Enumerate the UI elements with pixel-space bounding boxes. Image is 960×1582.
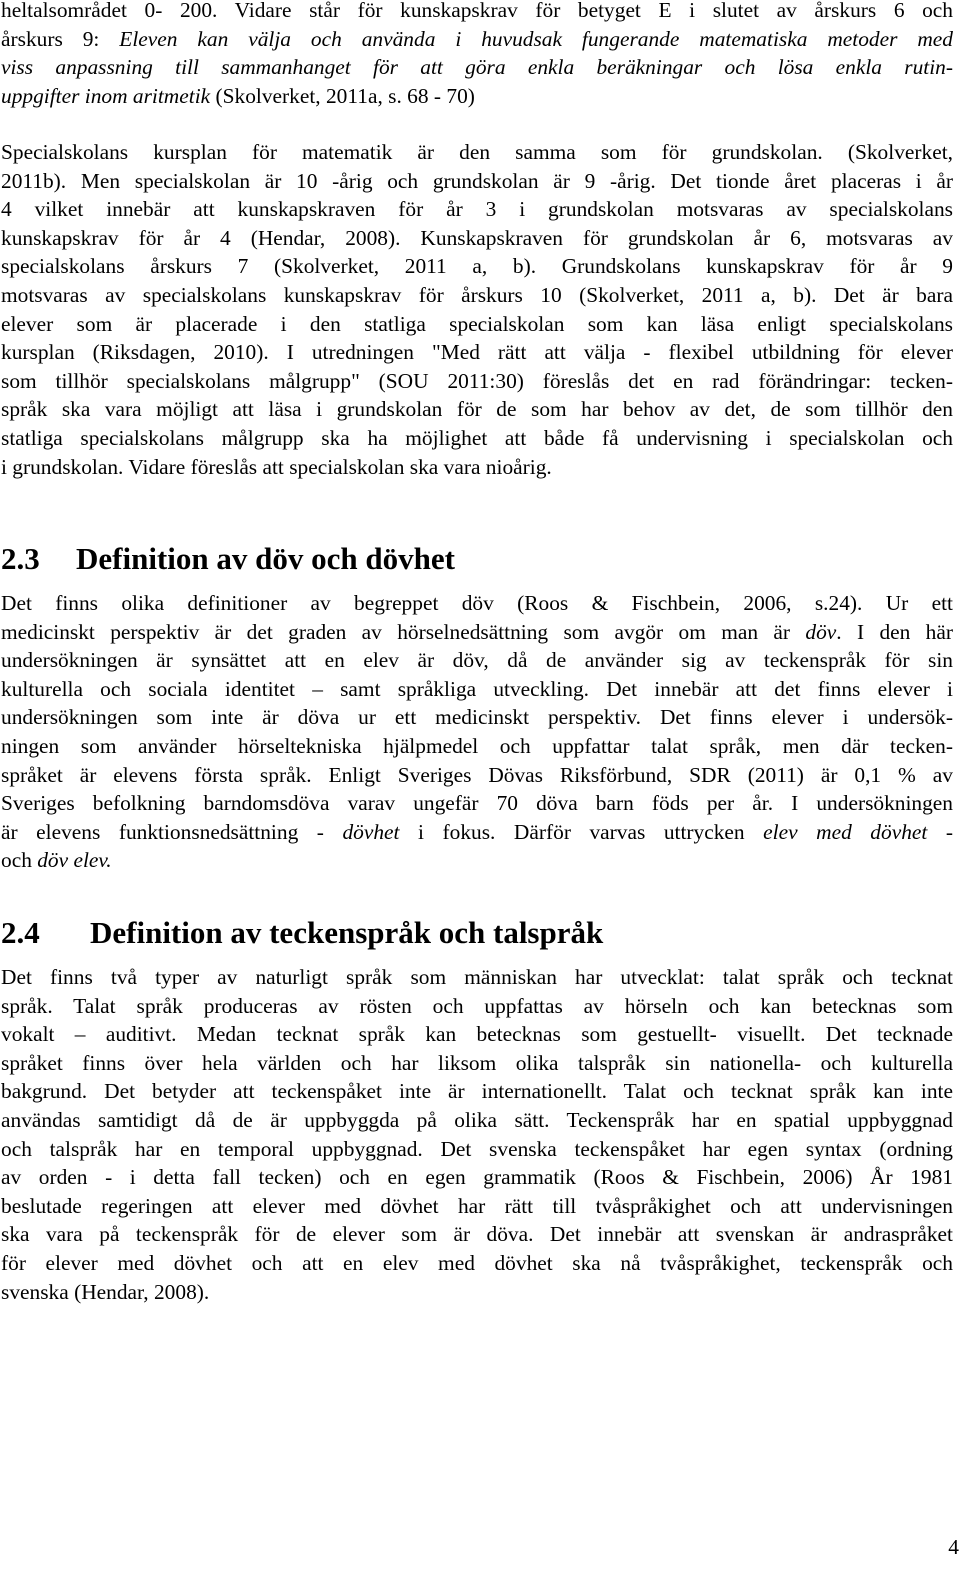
paragraph-sign-language-definition	[1, 963, 953, 1306]
text-line: undersökningen är synsättet att en elev är döv, då de använder sig av teckenspråk för sin	[1, 648, 953, 673]
italic-text: dövhet	[342, 819, 400, 844]
text-line-regular: -	[927, 819, 953, 844]
text-line: språket är elevens första språk. Enligt Sveriges Dövas Riksförbund, SDR (2011) är 0,1 % av	[1, 762, 953, 787]
text-line: kunskapskrav för år 4 (Hendar, 2008). Kunskapskraven för grundskolan år 6, motsvaras av	[1, 225, 953, 250]
text-line: kursplan (Riksdagen, 2010). I utredningen "Med rätt att välja - flexibel utbildning för elever	[1, 340, 953, 365]
text-line	[1, 846, 953, 875]
text-line: för elever med dövhet och att en elev med dövhet ska nå tvåspråkighet, teckenspråk och	[1, 1250, 953, 1275]
text-line-regular: medicinskt perspektiv är det graden av hörselnedsättning som avgör om man är	[1, 619, 806, 644]
italic-text: döv	[805, 619, 837, 644]
paragraph-curriculum-requirements	[1, 0, 953, 110]
text-line: 4 vilket innebär att kunskapskraven för år 3 i grundskolan motsvaras av specialskolans	[1, 197, 953, 222]
text-line	[1, 618, 953, 647]
italic-text: uppgifter inom aritmetik	[1, 83, 211, 108]
text-line-regular: . I den här	[836, 619, 953, 644]
text-line	[1, 53, 953, 82]
text-line: heltalsområdet 0- 200. Vidare står för kunskapskrav för betyget E i slutet av årskurs 6 och	[1, 0, 953, 22]
text-line-regular: årskurs 9:	[1, 26, 120, 51]
text-line	[1, 25, 953, 54]
text-line: Det finns två typer av naturligt språk som människan har utvecklat: talat språk och tecknat	[1, 965, 953, 989]
text-line: i grundskolan. Vidare föreslås att specialskolan ska vara nioårig.	[1, 454, 552, 479]
text-line: bakgrund. Det betyder att teckenspåket inte är internationellt. Talat och tecknat språk kan inte	[1, 1079, 953, 1104]
section-number: 2.4	[1, 915, 40, 950]
section-heading-2-3	[1, 541, 455, 577]
text-line: beslutade regeringen att elever med dövhet har rätt till tvåspråkighet och att undervisningen	[1, 1193, 953, 1218]
text-line: specialskolans årskurs 7 (Skolverket, 2011 a, b). Grundskolans kunskapskrav för år 9	[1, 254, 953, 279]
text-line-regular: är elevens funktionsnedsättning -	[1, 819, 343, 844]
text-line-regular: och	[1, 848, 38, 873]
text-line: ningen som använder hörseltekniska hjälpmedel och uppfattar talat språk, men där tecken-	[1, 733, 953, 758]
italic-text: döv elev.	[37, 848, 112, 873]
section-title: Definition av döv och dövhet	[76, 541, 455, 576]
citation-text: (Skolverket, 2011a, s. 68 - 70)	[210, 83, 475, 108]
text-line: språk. Talat språk produceras av rösten och uppfattas av hörseln och kan betecknas som	[1, 993, 953, 1018]
italic-text: elev med dövhet	[763, 819, 928, 844]
text-line: vokalt – auditivt. Medan tecknat språk kan betecknas som gestuellt- visuellt. Det tecknade	[1, 1022, 953, 1047]
text-line: Specialskolans kursplan för matematik är den samma som för grundskolan. (Skolverket,	[1, 140, 953, 164]
text-line: kulturella och sociala identitet – samt språkliga utveckling. Det innebär att det finns elever i	[1, 676, 953, 701]
paragraph-deafness-definition	[1, 589, 953, 875]
text-line: som tillhör specialskolans målgrupp" (SOU 2011:30) föreslås det en rad förändringar: tecken-	[1, 368, 953, 393]
text-line: användas samtidigt då de är uppbyggda på olika sätt. Teckenspråk har en spatial uppbyggnad	[1, 1107, 953, 1132]
text-line: ska vara på teckenspråk för de elever som är döva. Det innebär att svenskan är andraspråket	[1, 1222, 953, 1247]
italic-text: Eleven kan välja och använda i huvudsak fungerande matematiska metoder med	[119, 26, 953, 51]
paragraph-special-school	[1, 138, 953, 481]
text-line: elever som är placerade i den statliga specialskolan som kan läsa enligt specialskolans	[1, 311, 953, 336]
text-line: svenska (Hendar, 2008).	[1, 1279, 210, 1304]
text-line: och talspråk har en temporal uppbyggnad. Det svenska teckenspåket har egen syntax (ordning	[1, 1136, 953, 1161]
section-heading-2-4	[1, 915, 603, 951]
text-line: Det finns olika definitioner av begreppet döv (Roos & Fischbein, 2006, s.24). Ur ett	[1, 591, 953, 615]
text-line: språk ska vara möjligt att läsa i grundskolan för de som har behov av det, de som tillhör den	[1, 397, 953, 422]
text-line	[1, 818, 953, 847]
text-line: statliga specialskolans målgrupp ska ha möjlighet att både få undervisning i specialskolan och	[1, 425, 953, 450]
text-line: motsvaras av specialskolans kunskapskrav för årskurs 10 (Skolverket, 2011 a, b). Det är bara	[1, 282, 953, 307]
text-line: av orden - i detta fall tecken) och en egen grammatik (Roos & Fischbein, 2006) År 1981	[1, 1165, 953, 1190]
italic-text: viss anpassning till sammanhanget för att göra enkla beräkningar och lösa enkla rutin-	[1, 55, 953, 80]
text-line: språket finns över hela världen och har liksom olika talspråk sin nationella- och kulturella	[1, 1050, 953, 1075]
page-number: 4	[948, 1535, 959, 1559]
text-line: Sveriges befolkning barndomsdöva varav ungefär 70 döva barn föds per år. I undersökningen	[1, 791, 953, 816]
section-number: 2.3	[1, 541, 40, 576]
text-line-regular: i fokus. Därför varvas uttrycken	[399, 819, 764, 844]
text-line: undersökningen som inte är döva ur ett medicinskt perspektiv. Det finns elever i undersök-	[1, 705, 953, 730]
text-line	[1, 82, 953, 111]
text-line: 2011b). Men specialskolan är 10 -årig och grundskolan är 9 -årig. Det tionde året placeras i år	[1, 168, 953, 193]
section-title: Definition av teckenspråk och talspråk	[90, 915, 604, 950]
